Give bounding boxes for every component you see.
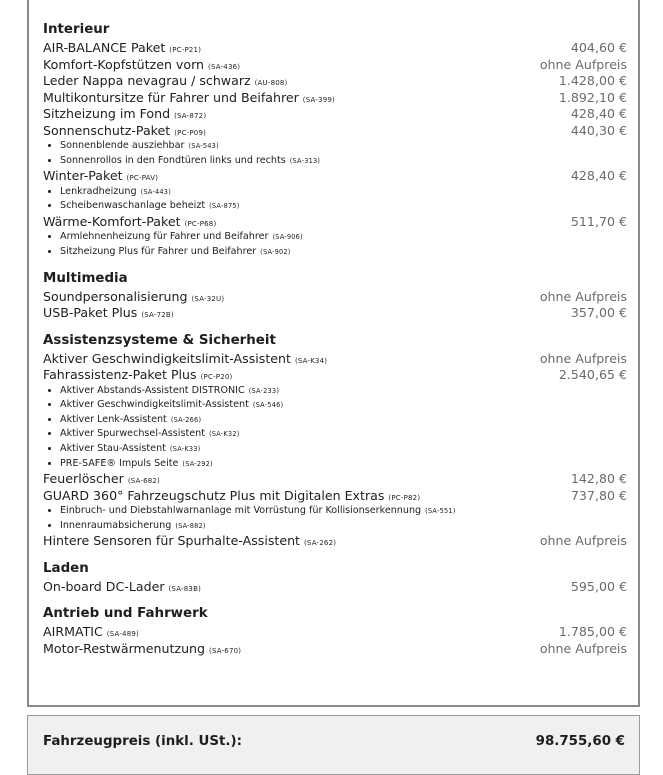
option-price: ohne Aufpreis [539, 288, 627, 304]
sub-item [60, 519, 627, 534]
option-price: ohne Aufpreis [539, 533, 627, 549]
option-row [43, 40, 627, 57]
option-name: Motor-Restwärmenutzung [43, 640, 206, 656]
sub-item-name: Sitzheizung Plus für Fahrer und Beifahrer [60, 245, 257, 257]
sub-item [60, 185, 627, 200]
option-row [43, 641, 627, 658]
option-row [43, 624, 627, 641]
option-code: (SA-436) [208, 62, 241, 71]
option-code: (PC-P09) [174, 128, 207, 137]
option-row [43, 123, 627, 140]
sub-item [60, 154, 627, 169]
equipment-list [43, 20, 627, 666]
option-price: 595,00 € [570, 578, 627, 594]
sub-item [60, 230, 627, 245]
option-code: (SA-32U) [191, 294, 225, 303]
option-price: 511,70 € [570, 213, 627, 229]
option-row [43, 367, 627, 384]
option-row [43, 488, 627, 505]
sub-item-name: Aktiver Stau-Assistent [60, 442, 166, 454]
sub-item [60, 245, 627, 260]
sub-item-name: Armlehnenheizung für Fahrer und Beifahrer [60, 231, 269, 243]
option-name: USB-Paket Plus [43, 305, 138, 321]
option-name: Sitzheizung im Fond [43, 106, 171, 121]
section [43, 604, 627, 657]
option-code: (SA-83B) [168, 584, 202, 593]
option-code: (SA-K34) [294, 356, 328, 365]
option-row [43, 168, 627, 185]
option-sub-list [43, 185, 627, 214]
option-name: Aktiver Geschwindigkeitslimit-Assistent [43, 350, 291, 366]
option-price: 428,40 € [570, 106, 627, 121]
option-code: (SA-262) [304, 539, 337, 548]
option-name: Hintere Sensoren für Spurhalte-Assistent [43, 533, 300, 549]
section-title: Laden [43, 560, 89, 576]
equipment-card [27, 0, 640, 707]
option-name-wrap [43, 641, 241, 660]
option-name: AIR-BALANCE Paket [43, 40, 166, 55]
option-name: Multikontursitze für Fahrer und Beifahrer [43, 89, 299, 105]
total-price-label: Fahrzeugpreis (inkl. USt.): [43, 734, 242, 749]
sub-item [60, 139, 627, 154]
option-row [43, 73, 627, 90]
option-code: (PC-PAV) [126, 174, 159, 183]
option-name-wrap [43, 168, 158, 187]
section [43, 559, 627, 596]
sub-item-code: (SA-551) [425, 507, 456, 516]
option-name: GUARD 360° Fahrzeugschutz Plus mit Digitalen Extras [43, 487, 385, 503]
option-code: (SA-72B) [141, 311, 174, 320]
sub-item-name: Scheibenwaschanlage beheizt [60, 200, 206, 212]
option-price: 737,80 € [570, 487, 627, 503]
sub-item-name: Innenraumabsicherung [60, 519, 172, 531]
option-code: (SA-399) [302, 95, 335, 104]
section-title: Antrieb und Fahrwerk [43, 606, 208, 622]
option-name: Fahrassistenz-Paket Plus [43, 367, 197, 383]
option-code: (PC-P68) [184, 219, 217, 228]
option-code: (SA-682) [127, 477, 160, 486]
sub-item-code: (SA-233) [248, 386, 280, 395]
sub-item-name: Aktiver Spurwechsel-Assistent [60, 428, 205, 440]
sub-item-name: Sonnenrollos in den Fondtüren links und rechts [60, 154, 286, 166]
sub-item-code: (SA-882) [175, 521, 206, 530]
option-name-wrap [43, 579, 201, 598]
option-code: (SA-872) [174, 112, 207, 120]
option-row [43, 579, 627, 596]
sub-item [60, 457, 627, 472]
option-name: Soundpersonalisierung [43, 288, 188, 304]
option-name: On-board DC-Lader [43, 578, 165, 594]
option-price: 440,30 € [570, 122, 627, 138]
sub-item [60, 427, 627, 442]
option-sub-list [43, 139, 627, 168]
option-name: Winter-Paket [43, 168, 123, 184]
section [43, 269, 627, 322]
option-price: 1.428,00 € [558, 73, 627, 88]
option-price: ohne Aufpreis [539, 640, 627, 656]
option-name: Wärme-Komfort-Paket [43, 213, 181, 229]
option-price: 1.892,10 € [558, 89, 627, 105]
sub-item-name: Aktiver Abstands-Assistent DISTRONIC [60, 384, 245, 396]
option-price: ohne Aufpreis [539, 350, 627, 366]
option-price: 428,40 € [570, 168, 627, 184]
option-row [43, 106, 627, 123]
section-title: Multimedia [43, 270, 128, 286]
option-code: (AU-808) [254, 79, 288, 87]
sub-item [60, 504, 627, 519]
option-name: Komfort-Kopfstützen vorn [43, 56, 205, 72]
option-sub-list [43, 230, 627, 259]
option-name: Feuerlöscher [43, 471, 124, 487]
sub-item [60, 413, 627, 428]
section [43, 331, 627, 550]
option-name: Sonnenschutz-Paket [43, 122, 171, 138]
sub-item-code: (SA-K33) [169, 444, 201, 453]
option-name: Leder Nappa nevagrau / schwarz [43, 73, 251, 88]
option-code: (PC-P82) [388, 493, 421, 502]
option-price: ohne Aufpreis [539, 56, 627, 72]
option-price: 2.540,65 € [558, 367, 627, 383]
sub-item-code: (SA-546) [252, 401, 284, 410]
section [43, 20, 627, 260]
option-code: (PC-P21) [169, 46, 202, 54]
section-title: Interieur [43, 22, 110, 37]
option-name-wrap [43, 533, 336, 552]
option-code: (SA-489) [106, 630, 139, 639]
sub-item-code: (SA-902) [260, 247, 291, 256]
total-price-value: 98.755,60 € [535, 734, 625, 749]
sub-item-code: (SA-906) [272, 233, 303, 242]
sub-item-name: Aktiver Lenk-Assistent [60, 413, 167, 425]
option-row [43, 57, 627, 74]
sub-item-name: PRE-SAFE® Impuls Seite [60, 457, 179, 469]
sub-item [60, 442, 627, 457]
option-price: 357,00 € [570, 305, 627, 321]
option-sub-list [43, 504, 627, 533]
option-price: 1.785,00 € [558, 624, 627, 640]
option-name-wrap [43, 305, 174, 324]
sub-item-name: Aktiver Geschwindigkeitslimit-Assistent [60, 399, 249, 411]
option-name: AIRMATIC [43, 624, 103, 640]
sub-item-code: (SA-292) [182, 459, 213, 468]
sub-item-code: (SA-443) [140, 187, 171, 196]
sub-item-code: (SA-543) [188, 142, 219, 150]
sub-item-name: Sonnenblende ausziehbar [60, 140, 185, 151]
option-sub-list [43, 384, 627, 472]
option-row [43, 305, 627, 322]
option-code: (SA-670) [209, 646, 242, 655]
option-row [43, 533, 627, 550]
option-row [43, 289, 627, 306]
option-code: (PC-P20) [200, 373, 233, 382]
sub-item-name: Lenkradheizung [60, 185, 137, 197]
sub-item-name: Einbruch- und Diebstahlwarnanlage mit Vorrüstung für Kollisionserkennung [60, 505, 422, 517]
option-row [43, 471, 627, 488]
total-price-bar [27, 715, 640, 775]
option-row [43, 351, 627, 368]
option-name-wrap [43, 367, 232, 386]
sub-item [60, 199, 627, 214]
sub-item-code: (SA-313) [289, 156, 321, 165]
sub-item-code: (SA-266) [170, 415, 202, 424]
option-price: 142,80 € [570, 471, 627, 487]
sub-item-code: (SA-875) [209, 202, 240, 211]
sub-item-code: (SA-K32) [208, 430, 240, 439]
section-title: Assistenzsysteme & Sicherheit [43, 332, 276, 348]
option-price: 404,60 € [570, 40, 627, 55]
option-row [43, 90, 627, 107]
option-row [43, 214, 627, 231]
sub-item [60, 398, 627, 413]
sub-item [60, 384, 627, 399]
